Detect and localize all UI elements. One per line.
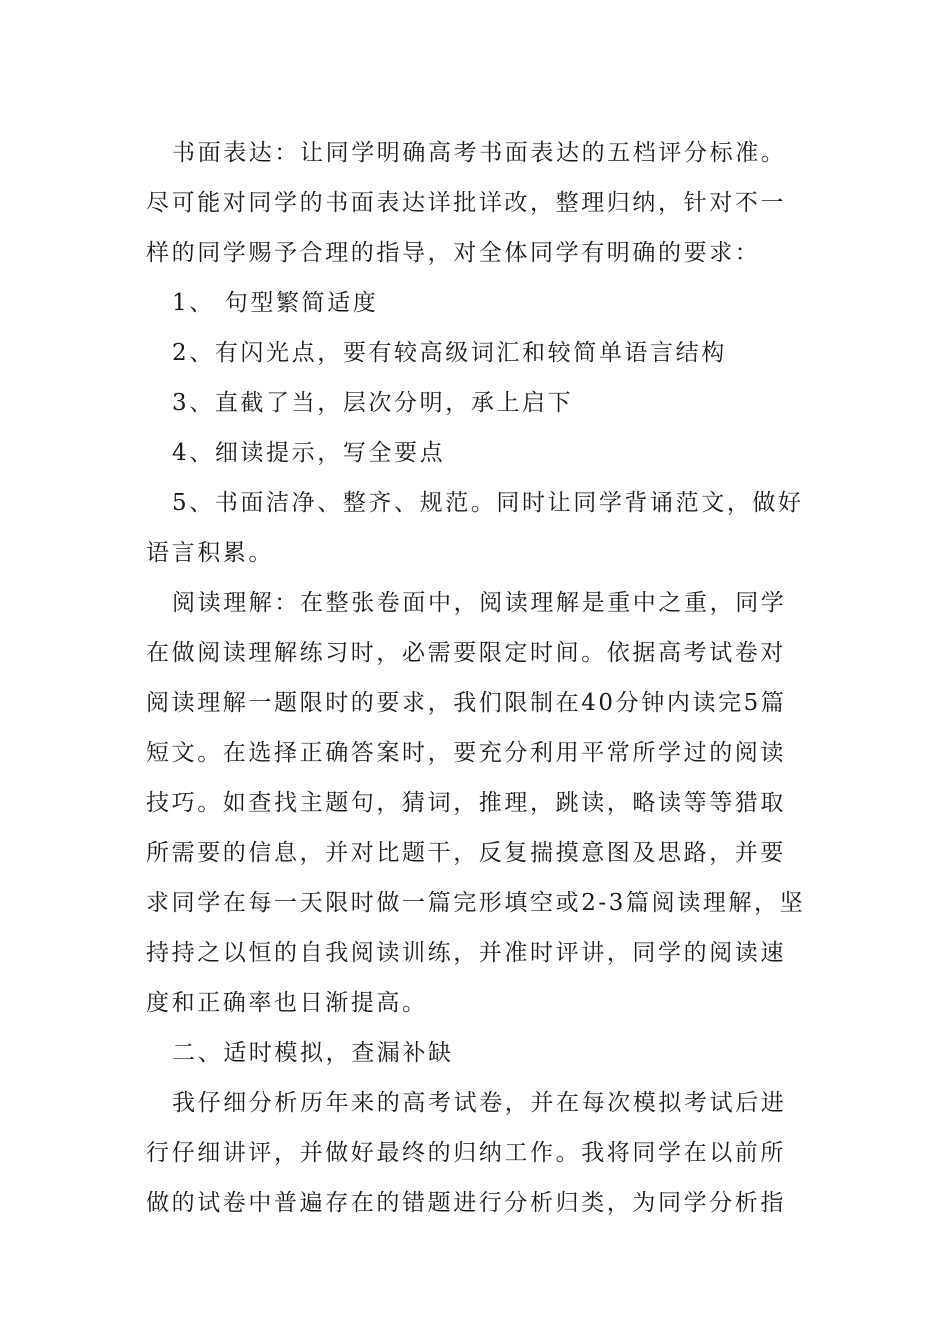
list-item: 2、有闪光点，要有较高级词汇和较简单语言结构 bbox=[172, 340, 727, 366]
list-item: 4、细读提示，写全要点 bbox=[172, 440, 446, 466]
text-line: 我仔细分析历年来的高考试卷，并在每次模拟考试后进 bbox=[172, 1090, 787, 1116]
text-line: 度和正确率也日渐提高。 bbox=[146, 990, 428, 1016]
list-item: 5、书面洁净、整齐、规范。同时让同学背诵范文，做好 bbox=[172, 490, 804, 516]
section-heading: 二、适时模拟，查漏补缺 bbox=[172, 1040, 454, 1066]
text-line: 语言积累。 bbox=[146, 540, 274, 566]
text-line: 做的试卷中普遍存在的错题进行分析归类，为同学分析指 bbox=[146, 1190, 786, 1216]
list-item: 3、直截了当，层次分明，承上启下 bbox=[172, 390, 574, 416]
text-line: 求同学在每一天限时做一篇完形填空或2-3篇阅读理解，坚 bbox=[146, 890, 806, 916]
text-line: 所需要的信息，并对比题干，反复揣摸意图及思路，并要 bbox=[146, 840, 786, 866]
text-line: 书面表达：让同学明确高考书面表达的五档评分标准。 bbox=[172, 140, 787, 166]
text-line: 在做阅读理解练习时，必需要限定时间。依据高考试卷对 bbox=[146, 640, 786, 666]
text-line: 阅读理解：在整张卷面中，阅读理解是重中之重，同学 bbox=[172, 590, 787, 616]
text-line: 技巧。如查找主题句，猜词，推理，跳读，略读等等猎取 bbox=[146, 790, 786, 816]
text-line: 样的同学赐予合理的指导，对全体同学有明确的要求： bbox=[146, 240, 761, 266]
text-line: 行仔细讲评，并做好最终的归纳工作。我将同学在以前所 bbox=[146, 1140, 786, 1166]
text-line: 尽可能对同学的书面表达详批详改，整理归纳，针对不一 bbox=[146, 190, 786, 216]
list-item: 1、 句型繁简适度 bbox=[172, 290, 379, 316]
text-line: 阅读理解一题限时的要求，我们限制在40分钟内读完5篇 bbox=[146, 690, 787, 716]
text-line: 短文。在选择正确答案时，要充分利用平常所学过的阅读 bbox=[146, 740, 786, 766]
text-line: 持持之以恒的自我阅读训练，并准时评讲，同学的阅读速 bbox=[146, 940, 786, 966]
